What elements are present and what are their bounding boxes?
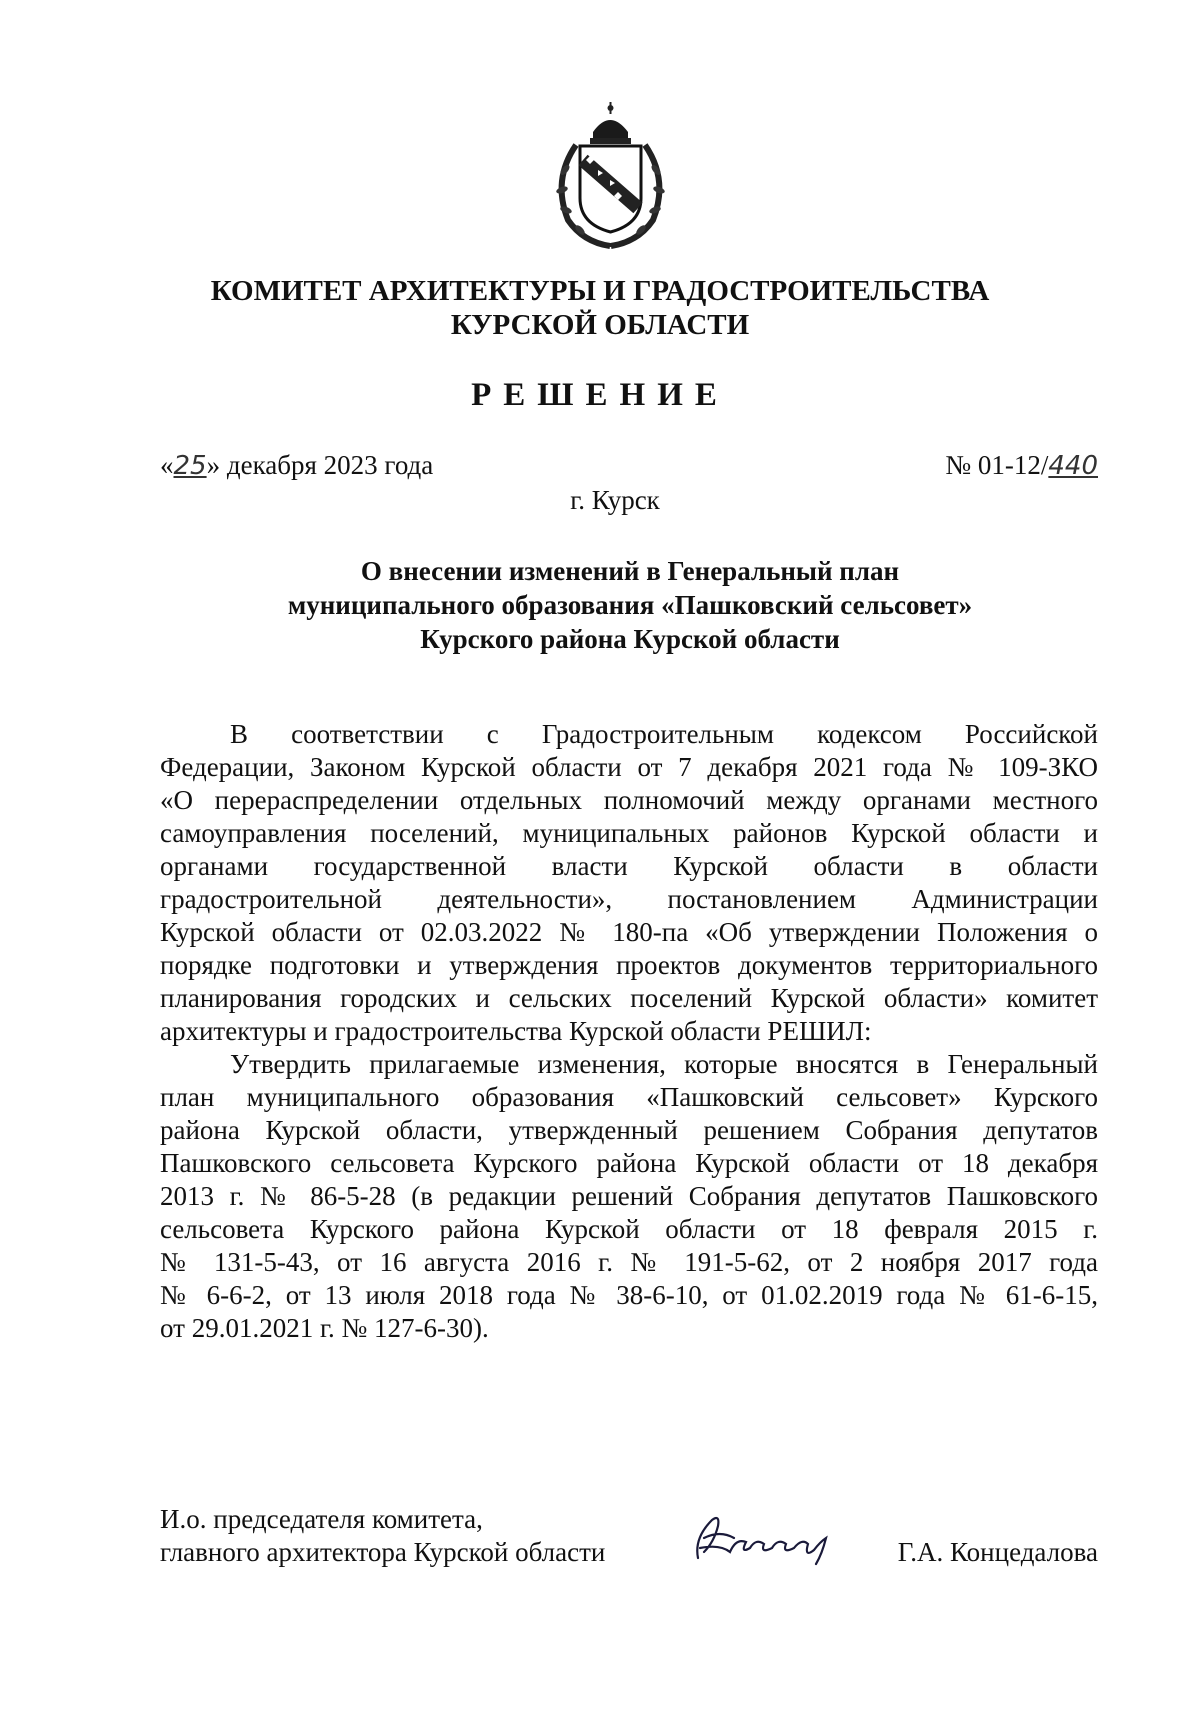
paragraph-decision [160,1048,1098,1345]
text-line: Пашковского сельсовета Курского района Курской области от 18 декабря [160,1148,1098,1178]
handwritten-signature-icon [690,1508,835,1568]
text-line: сельсовета Курского района Курской области от 18 февраля 2015 г. [160,1214,1098,1244]
signatory-name: Г.А. Концедалова [897,1537,1098,1567]
position-line: главного архитектора Курской области [160,1537,606,1567]
text-line: Утвердить прилагаемые изменения, которые вносятся в Генеральный [230,1049,1098,1079]
document-type: РЕШЕНИЕ [471,377,729,413]
text-line: органами государственной власти Курской области в области [160,851,1098,881]
position-line: И.о. председателя комитета, [160,1504,483,1534]
title-line: О внесении изменений в Генеральный план [360,556,900,586]
text-line: план муниципального образования «Пашковский сельсовет» Курского [160,1082,1098,1112]
number-handwritten: 440 [1048,451,1098,481]
number-prefix: № 01-12/ [945,450,1049,480]
decision-date [160,448,433,483]
text-line: архитектуры и градостроительства Курской области РЕШИЛ: [160,1016,872,1046]
date-day-handwritten: 25 [173,451,207,481]
document-title [160,554,1100,656]
text-line: № 6-6-2, от 13 июля 2018 года № 38-6-10, от 01.02.2019 года № 61-6-15, [160,1280,1098,1310]
org-name-line2: КУРСКОЙ ОБЛАСТИ [450,309,750,341]
paragraph-preamble [160,718,1098,1048]
kursk-coat-of-arms-icon [538,100,683,250]
title-line: муниципального образования «Пашковский сельсовет» [287,590,973,620]
date-month-year: » декабря 2023 года [206,450,434,480]
text-line: В соответствии с Градостроительным кодексом Российской [230,719,1098,749]
text-line: Курской области от 02.03.2022 № 180-па «Об утверждении Положения о [160,917,1098,947]
signatory-position [160,1503,605,1569]
text-line: самоуправления поселений, муниципальных районов Курской области и [160,818,1098,848]
city: г. Курск [570,485,660,515]
text-line: порядке подготовки и утверждения проектов документов территориального [160,950,1098,980]
date-quote-open: « [160,450,174,480]
text-line: Федерации, Законом Курской области от 7 декабря 2021 года № 109-ЗКО [160,752,1098,782]
text-line: градостроительной деятельности», постановлением Администрации [160,884,1098,914]
text-line: от 29.01.2021 г. № 127-6-30). [160,1313,489,1343]
text-line: планирования городских и сельских поселений Курской области» комитет [160,983,1098,1013]
text-line: «О перераспределении отдельных полномочий между органами местного [160,785,1098,815]
decision-number [945,448,1098,483]
text-line: 2013 г. № 86-5-28 (в редакции решений Собрания депутатов Пашковского [160,1181,1098,1211]
org-name-line1: КОМИТЕТ АРХИТЕКТУРЫ И ГРАДОСТРОИТЕЛЬСТВА [210,275,990,307]
title-line: Курского района Курской области [420,624,840,654]
text-line: № 131-5-43, от 16 августа 2016 г. № 191-5-62, от 2 ноября 2017 года [160,1247,1098,1277]
text-line: района Курской области, утвержденный решением Собрания депутатов [160,1115,1098,1145]
